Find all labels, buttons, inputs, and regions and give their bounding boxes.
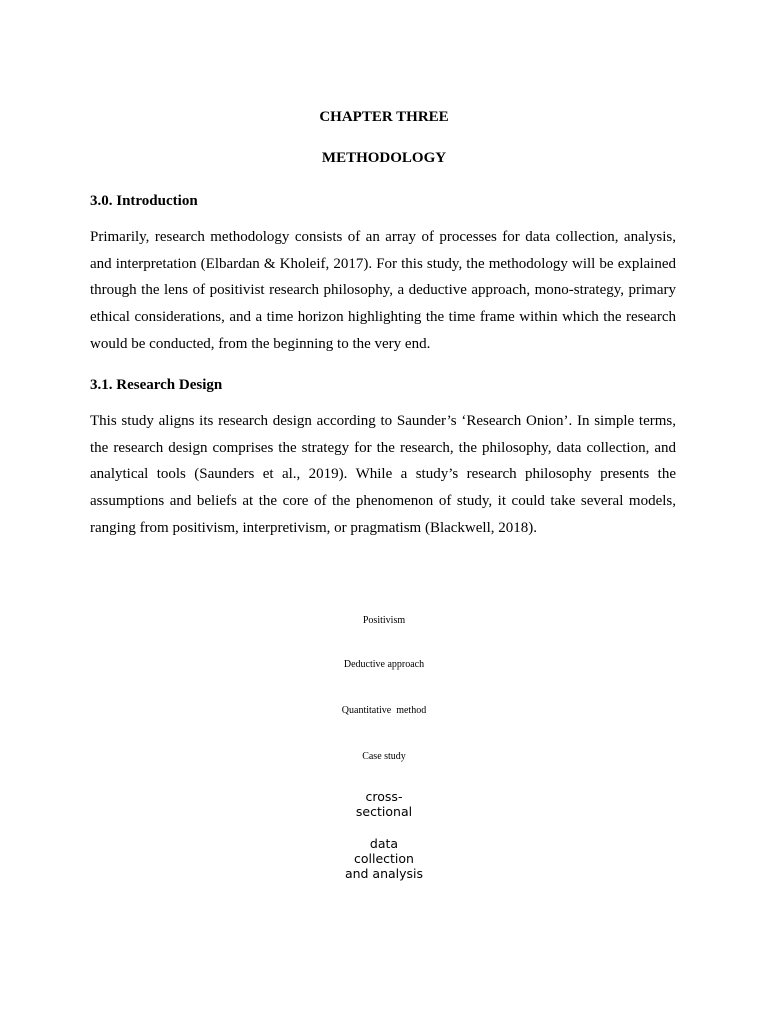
chapter-title: CHAPTER THREE (319, 109, 449, 125)
section-paragraph-research-design: This study aligns its research design according to Saunder’s ‘Research Onion’. In simple terms, the research design comprises the strategy for the research, the philosophy, data collection, and analytical tools (Saunders et al., 2019). While a study’s research philosophy presents the assumptions and beliefs at the core of the phenomenon of study, it could take several models, ranging from positivism, interpretivism, or pragmatism (Blackwell, 2018). (90, 413, 676, 536)
section-heading-introduction: 3.0. Introduction (90, 193, 198, 209)
onion-layer-philosophy: Positivism (362, 615, 406, 626)
section-paragraph-introduction: Primarily, research methodology consists of an array of processes for data collection, analysis, and interpretation (Elbardan & Kholeif, 2017). For this study, the methodology will be explained through the lens of positivist research philosophy, a deductive approach, mono-strategy, primary ethical considerations, and a time horizon highlighting the time frame within which the research would be conducted, from the beginning to the very end. (90, 229, 676, 352)
onion-layer-time-horizon: cross- sectional (355, 789, 413, 819)
onion-layer-techniques: data collection and analysis (344, 836, 424, 881)
chapter-subtitle: METHODOLOGY (321, 150, 447, 166)
onion-layer-approach: Deductive approach (343, 659, 425, 670)
section-heading-research-design: 3.1. Research Design (90, 377, 223, 393)
onion-layer-method: Quantitative method (341, 705, 427, 716)
onion-layer-strategy: Case study (362, 751, 406, 762)
